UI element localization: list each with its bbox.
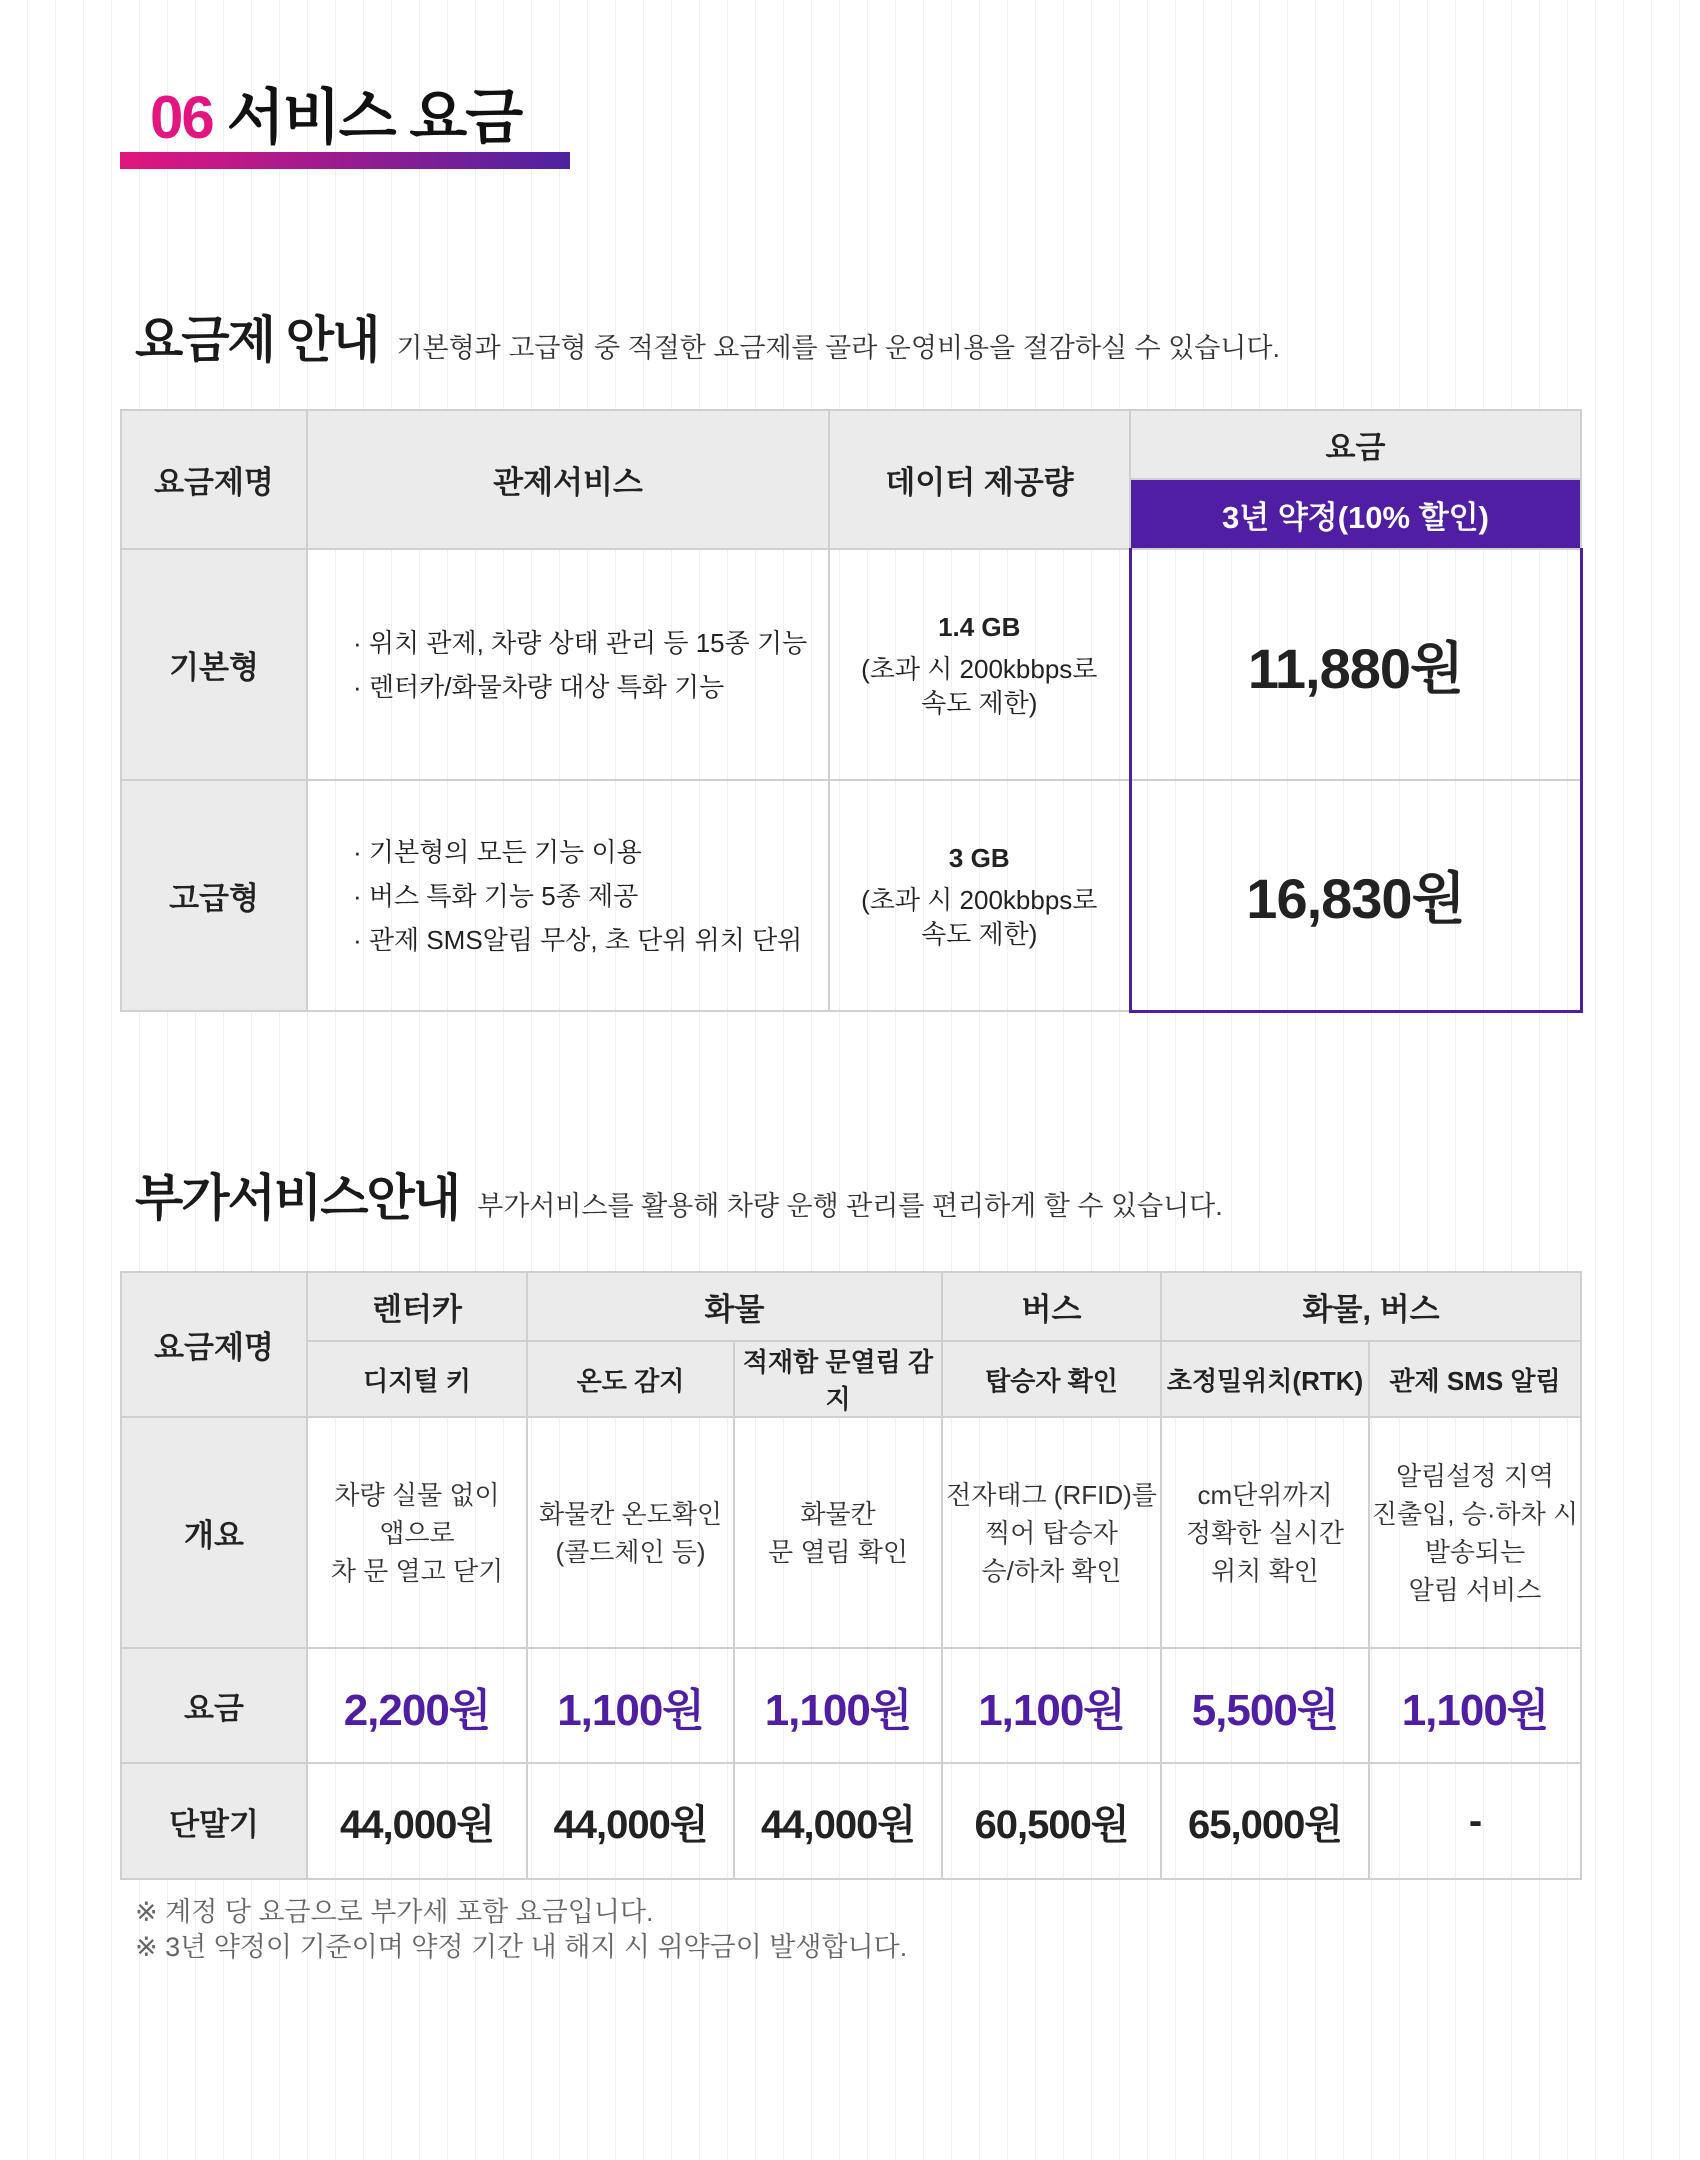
plan-name: 기본형 — [121, 549, 307, 780]
addon-group-header: 버스 — [942, 1272, 1161, 1341]
addon-row-fee — [121, 1648, 1581, 1763]
overview-line: 차량 실물 없이 — [334, 1479, 500, 1510]
addon-service-header: 적재함 문열림 감지 — [734, 1341, 942, 1417]
overview-line: 발송되는 — [1424, 1536, 1526, 1567]
addon-fee: 5,500원 — [1161, 1648, 1369, 1763]
feature-item: · 기본형의 모든 기능 이용 — [353, 836, 642, 867]
row-label-device: 단말기 — [121, 1763, 307, 1879]
overview-line: 앱으로 — [379, 1517, 455, 1548]
plan-row-basic — [121, 549, 1581, 780]
overview-line: 정확한 실시간 — [1186, 1517, 1344, 1548]
overview-line: 차 문 열고 닫기 — [330, 1555, 504, 1586]
overview-line: 알림설정 지역 — [1396, 1460, 1554, 1491]
overview-line: 승/하차 확인 — [981, 1555, 1122, 1586]
addon-overview — [942, 1417, 1161, 1648]
data-note: (초과 시 200kbbps로 — [861, 884, 1098, 915]
addon-row-overview — [121, 1417, 1581, 1648]
footnote: ※ 3년 약정이 기준이며 약정 기간 내 해지 시 위약금이 발생합니다. — [135, 1932, 908, 1962]
overview-line: 화물칸 — [800, 1498, 876, 1529]
addon-overview — [307, 1417, 527, 1648]
addon-device-price: 65,000원 — [1161, 1763, 1369, 1879]
addon-service-header: 초정밀위치(RTK) — [1161, 1341, 1369, 1417]
addon-group-header: 화물 — [527, 1272, 942, 1341]
plan-section-title: 요금제 안내 — [135, 312, 379, 368]
plan-table — [120, 409, 1583, 1013]
row-label-fee: 요금 — [121, 1648, 307, 1763]
overview-line: 화물칸 온도확인 — [538, 1498, 723, 1529]
data-note: 속도 제한) — [921, 918, 1038, 949]
plan-features — [307, 549, 829, 780]
addon-table — [120, 1271, 1582, 1880]
plan-data-amount — [829, 780, 1130, 1011]
row-label-overview: 개요 — [121, 1417, 307, 1648]
addon-overview — [1369, 1417, 1581, 1648]
addon-fee: 1,100원 — [1369, 1648, 1581, 1763]
addon-device-price: 44,000원 — [734, 1763, 942, 1879]
data-gb: 3 GB — [948, 842, 1010, 873]
feature-item: · 렌터카/화물차량 대상 특화 기능 — [353, 671, 725, 702]
plan-section-subtitle: 기본형과 고급형 중 적절한 요금제를 골라 운영비용을 절감하실 수 있습니다. — [396, 333, 1280, 363]
addon-section-subtitle: 부가서비스를 활용해 차량 운행 관리를 편리하게 할 수 있습니다. — [477, 1191, 1223, 1221]
page-title-text: 서비스 요금 — [226, 84, 522, 151]
overview-line: 문 열림 확인 — [767, 1536, 909, 1567]
addon-fee: 1,100원 — [734, 1648, 942, 1763]
addon-overview — [527, 1417, 734, 1648]
data-gb: 1.4 GB — [938, 611, 1021, 642]
overview-line: (콜드체인 등) — [555, 1536, 706, 1567]
addon-fee: 1,100원 — [527, 1648, 734, 1763]
plan-row-premium — [121, 780, 1581, 1011]
addon-fee: 1,100원 — [942, 1648, 1161, 1763]
addon-service-header: 디지털 키 — [307, 1341, 527, 1417]
plan-header-fee: 요금 — [1130, 410, 1581, 479]
plan-price: 11,880원 — [1130, 549, 1581, 780]
feature-item: · 위치 관제, 차량 상태 관리 등 15종 기능 — [353, 627, 808, 658]
addon-service-header: 관제 SMS 알림 — [1369, 1341, 1581, 1417]
footnotes — [135, 1895, 907, 1965]
addon-overview — [1161, 1417, 1369, 1648]
plan-header-fee-discount: 3년 약정(10% 할인) — [1130, 479, 1581, 549]
overview-line: 전자태그 (RFID)를 — [946, 1479, 1157, 1510]
addon-section-header — [135, 1158, 1223, 1230]
plan-header-name: 요금제명 — [121, 410, 307, 549]
addon-fee: 2,200원 — [307, 1648, 527, 1763]
feature-item: · 버스 특화 기능 5종 제공 — [353, 880, 639, 911]
plan-header-service: 관제서비스 — [307, 410, 829, 549]
addon-overview — [734, 1417, 942, 1648]
addon-device-price: 44,000원 — [527, 1763, 734, 1879]
addon-row-device — [121, 1763, 1581, 1879]
feature-item: · 관제 SMS알림 무상, 초 단위 위치 단위 — [353, 924, 803, 955]
title-underline-bar — [120, 152, 570, 169]
addon-group-header: 화물, 버스 — [1161, 1272, 1581, 1341]
addon-device-price: 44,000원 — [307, 1763, 527, 1879]
overview-line: 진출입, 승·하차 시 — [1371, 1498, 1579, 1529]
plan-data-amount — [829, 549, 1130, 780]
plan-price: 16,830원 — [1130, 780, 1581, 1011]
addon-group-header: 렌터카 — [307, 1272, 527, 1341]
overview-line: 찍어 탑승자 — [985, 1517, 1118, 1548]
overview-line: 위치 확인 — [1211, 1555, 1319, 1586]
addon-section-title: 부가서비스안내 — [135, 1170, 460, 1226]
addon-service-header: 탑승자 확인 — [942, 1341, 1161, 1417]
plan-name: 고급형 — [121, 780, 307, 1011]
page-title — [150, 70, 521, 156]
plan-header-data: 데이터 제공량 — [829, 410, 1130, 549]
addon-device-price: 60,500원 — [942, 1763, 1161, 1879]
footnote: ※ 계정 당 요금으로 부가세 포함 요금입니다. — [135, 1897, 654, 1927]
plan-features — [307, 780, 829, 1011]
plan-section-header — [135, 300, 1280, 372]
addon-service-header: 온도 감지 — [527, 1341, 734, 1417]
addon-device-price: - — [1369, 1763, 1581, 1879]
data-note: (초과 시 200kbbps로 — [861, 653, 1098, 684]
section-number: 06 — [150, 84, 213, 151]
overview-line: 알림 서비스 — [1408, 1574, 1542, 1605]
addon-header-name: 요금제명 — [121, 1272, 307, 1417]
overview-line: cm단위까지 — [1197, 1479, 1333, 1510]
data-note: 속도 제한) — [921, 687, 1038, 718]
